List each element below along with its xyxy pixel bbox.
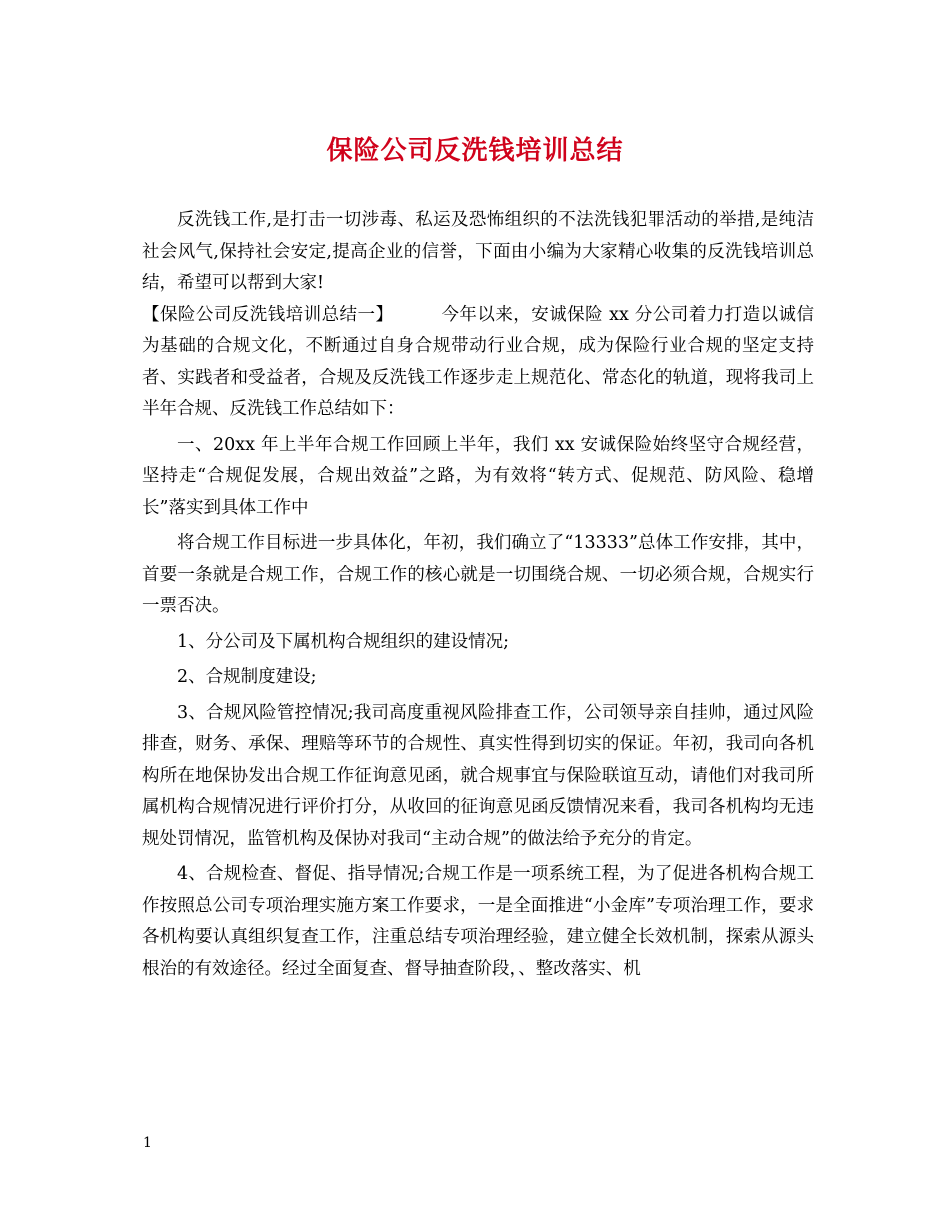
paragraph-item-4: 4、合规检查、督促、指导情况;合规工作是一项系统工程，为了促进各机构合规工作按照总公司专项治理实施方案工作要求，一是全面推进“小金库”专项治理工作，要求各机构要认真组织复查工作，注重总结专项治理经验，建立健全长效机制，探索从源头根治的有效途径。经过全面复查、督导抽查阶段，、整改落实、机 [142, 864, 814, 979]
paragraph-goals: 将合规工作目标进一步具体化，年初，我们确立了“13333”总体工作安排，其中，首要一条就是合规工作，合规工作的核心就是一切围绕合规、一切必须合规，合规实行一票否决。 [142, 533, 814, 616]
section-heading: 【保险公司反洗钱培训总结一】 [142, 304, 394, 325]
section-intro-paragraph [142, 300, 814, 426]
paragraph-item-2: 2、合规制度建设; [177, 667, 317, 687]
intro-paragraph: 反洗钱工作,是打击一切涉毒、私运及恐怖组织的不法洗钱犯罪活动的举措,是纯洁社会风气,保持社会安定,提高企业的信誉，下面由小编为大家精心收集的反洗钱培训总结，希望可以帮到大家! [142, 210, 814, 293]
paragraph-review: 一、20xx 年上半年合规工作回顾上半年，我们 xx 安诚保险始终坚守合规经营，坚持走“合规促发展，合规出效益”之路，为有效将“转方式、促规范、防风险、稳增长”落实到具体工作中 [142, 434, 814, 518]
paragraph-item-1: 1、分公司及下属机构合规组织的建设情况; [177, 631, 510, 652]
document-body [142, 205, 814, 985]
page-number: 1 [143, 1135, 152, 1151]
paragraph-item-3: 3、合规风险管控情况;我司高度重视风险排查工作，公司领导亲自挂帅，通过风险排查，财务、承保、理赔等环节的合规性、真实性得到切实的保证。年初，我司向各机构所在地保协发出合规工作征询意见函，就合规事宜与保险联谊互动，请他们对我司所属机构合规情况进行评价打分，从收回的征询意见函反馈情况来看，我司各机构均无违规处罚情况，监管机构及保协对我司“主动合规”的做法给予充分的肯定。 [142, 702, 814, 849]
document-title: 保险公司反洗钱培训总结 [326, 136, 624, 166]
section-intro-text: 今年以来，安诚保险 xx 分公司着力打造以诚信为基础的合规文化，不断通过自身合规带动行业合规，成为保险行业合规的坚定支持者、实践者和受益者，合规及反洗钱工作逐步走上规范化、常态化的轨道，现将我司上半年合规、反洗钱工作总结如下： [142, 304, 814, 419]
